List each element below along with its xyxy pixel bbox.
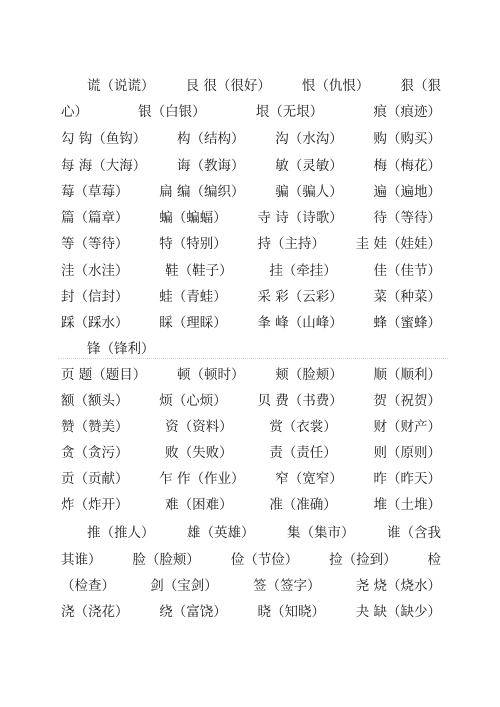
word-entry: 炸（炸开） [61, 497, 129, 513]
word-entry: 准（准确） [269, 497, 337, 513]
word-entry: 垠（无垠） [255, 104, 324, 120]
word-entry: 贪（贪污） [61, 445, 129, 461]
word-entry: 佳（佳节） [373, 263, 441, 279]
word-entry: 篇（篇章） [61, 210, 129, 226]
word-entry: 鞋（鞋子） [165, 263, 233, 279]
word-entry: 勾 钩（鱼钩） [61, 131, 147, 147]
text-line [61, 103, 441, 121]
word-entry: 捡（捡到） [329, 552, 397, 568]
word-entry: 赏（衣裳） [269, 419, 337, 435]
text-line [61, 288, 441, 306]
word-entry: 购（购买） [373, 131, 441, 147]
word-entry: 挂（牵挂） [269, 263, 337, 279]
word-entry: 贺（祝贺） [373, 393, 441, 409]
word-entry: 剑（宝剑） [150, 578, 218, 594]
word-entry: 莓（草莓） [61, 184, 129, 200]
text-line [61, 262, 441, 280]
word-entry: 构（结构） [177, 131, 245, 147]
word-entry: 贝 费（书费） [257, 393, 343, 409]
word-entry: 签（签字） [252, 578, 321, 594]
word-entry: 顺（顺利） [373, 367, 441, 383]
text-line [61, 444, 441, 462]
word-entry: 等（等待） [61, 236, 129, 252]
text-line [61, 340, 441, 358]
word-entry: 沟（水沟） [275, 131, 343, 147]
word-entry: 尧 烧（烧水） [355, 578, 441, 594]
word-entry: 败（失败） [165, 445, 233, 461]
text-line [61, 603, 441, 621]
word-entry: 浇（浇花） [61, 604, 129, 620]
text-line [61, 577, 441, 595]
word-entry: 锋（锋利） [87, 341, 155, 357]
text-line [61, 314, 441, 332]
word-entry: 则（原则） [373, 445, 441, 461]
word-entry: 洼（水洼） [61, 263, 129, 279]
text-line [61, 470, 441, 488]
word-entry: 颊（脸颊） [275, 367, 343, 383]
word-entry: 骗（骗人） [275, 184, 343, 200]
word-entry: 圭 娃（娃娃） [355, 236, 441, 252]
word-entry: 心） [61, 104, 88, 120]
word-entry: 乍 作（作业） [159, 471, 245, 487]
word-entry: 顿（顿时） [177, 367, 245, 383]
word-entry: 其谁） [61, 552, 102, 568]
word-entry: 每 海（大海） [61, 158, 147, 174]
text-line [61, 392, 441, 410]
word-entry: 财（财产） [373, 419, 441, 435]
word-entry: 睬（理睬） [159, 315, 227, 331]
word-entry: （检查） [61, 578, 115, 594]
word-entry: 贡（贡献） [61, 471, 129, 487]
word-entry: 艮 很（很好） [185, 78, 271, 94]
word-entry: 狠（狠 [400, 78, 441, 94]
divider-line [58, 358, 448, 359]
word-entry: 蛙（青蛙） [159, 289, 227, 305]
word-entry: 银（白银） [138, 104, 206, 120]
word-entry: 检 [427, 552, 441, 568]
word-entry: 谁（含我 [387, 525, 441, 541]
word-entry: 资（资料） [165, 419, 233, 435]
word-entry: 封（信封） [61, 289, 129, 305]
word-entry: 夆 峰（山峰） [257, 315, 343, 331]
word-entry: 梅（梅花） [373, 158, 441, 174]
text-line [61, 551, 441, 569]
word-entry: 难（困难） [165, 497, 233, 513]
word-entry: 敏（灵敏） [275, 158, 343, 174]
text-line [61, 183, 441, 201]
text-line [61, 235, 441, 253]
word-entry: 遍（遍地） [373, 184, 441, 200]
word-entry: 特（特别） [159, 236, 227, 252]
word-entry: 夬 缺（缺少） [355, 604, 441, 620]
word-entry: 赞（赞美） [61, 419, 129, 435]
word-entry: 绕（富饶） [159, 604, 227, 620]
text-line [61, 77, 441, 95]
word-entry: 扁 编（编织） [159, 184, 245, 200]
word-entry: 恨（仇恨） [301, 78, 370, 94]
word-entry: 痕（痕迹） [373, 104, 441, 120]
word-entry: 责（责任） [269, 445, 337, 461]
word-entry: 蝙（蝙蝠） [159, 210, 227, 226]
word-entry: 页 题（题目） [61, 367, 147, 383]
word-entry: 雄（英雄） [187, 525, 255, 541]
word-entry: 脸（脸颊） [132, 552, 200, 568]
text-line [61, 130, 441, 148]
text-line [61, 524, 441, 542]
text-line [61, 366, 441, 384]
word-entry: 窄（宽窄） [275, 471, 343, 487]
word-entry: 昨（昨天） [373, 471, 441, 487]
word-entry: 晓（知晓） [257, 604, 325, 620]
word-entry: 谎（说谎） [87, 78, 155, 94]
word-entry: 寺 诗（诗歌） [257, 210, 343, 226]
word-entry: 蜂（蜜蜂） [373, 315, 441, 331]
text-line [61, 209, 441, 227]
word-entry: 俭（节俭） [230, 552, 299, 568]
text-line [61, 157, 441, 175]
word-entry: 菜（种菜） [373, 289, 441, 305]
word-entry: 额（额头） [61, 393, 129, 409]
word-entry: 诲（教诲） [177, 158, 245, 174]
word-entry: 烦（心烦） [159, 393, 227, 409]
word-entry: 采 彩（云彩） [257, 289, 343, 305]
word-entry: 推（推人） [87, 525, 155, 541]
word-entry: 堆（土堆） [373, 497, 441, 513]
word-entry: 集（集市） [287, 525, 355, 541]
word-entry: 踩（踩水） [61, 315, 129, 331]
text-line [61, 418, 441, 436]
word-entry: 待（等待） [373, 210, 441, 226]
text-line [61, 496, 441, 514]
word-entry: 持（主持） [257, 236, 325, 252]
